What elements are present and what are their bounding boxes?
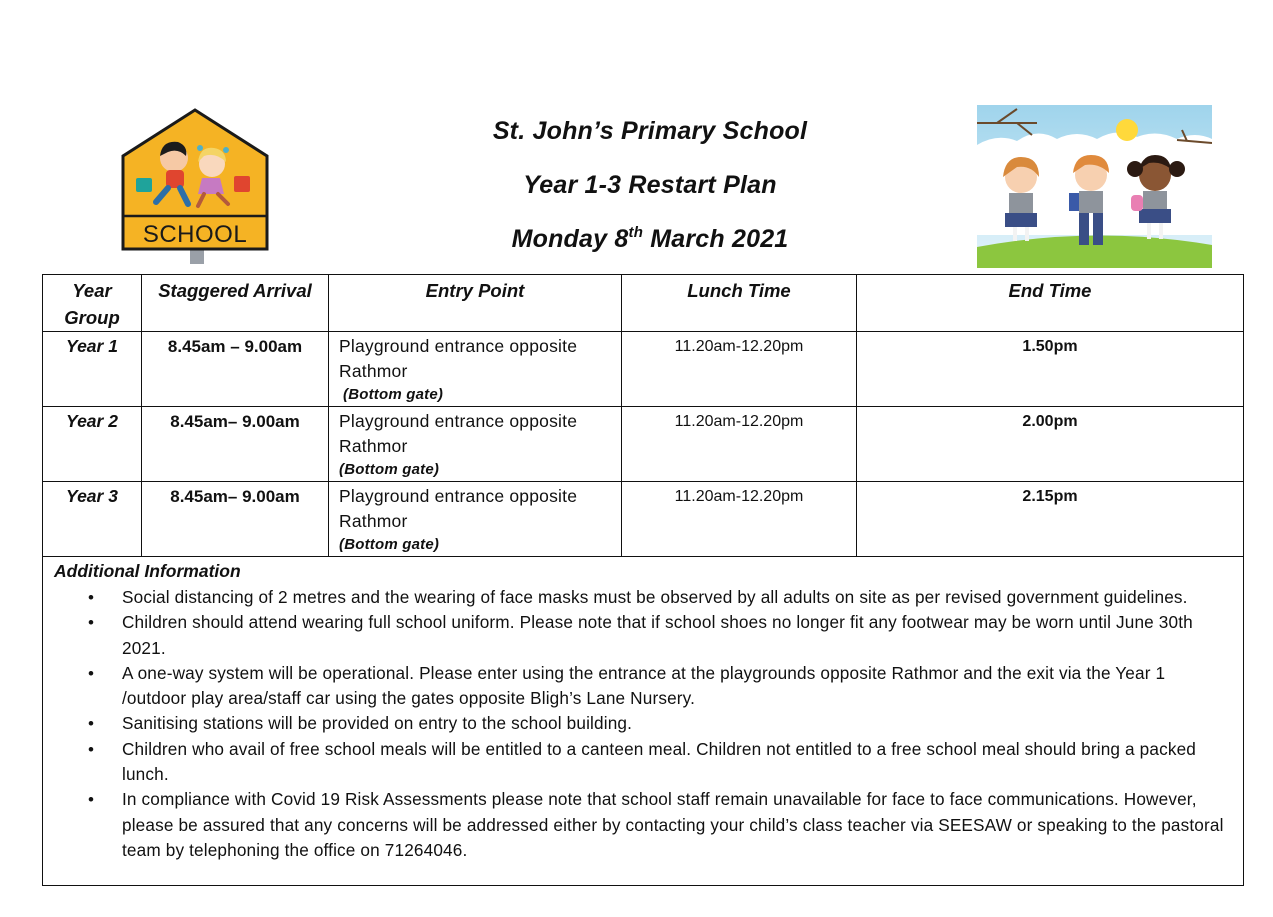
bullet-icon: •	[88, 613, 95, 633]
list-item: • Children who avail of free school meals will be entitled to a canteen meal. Children not entitled to a free school meal should bring a packed lunch.	[88, 738, 1197, 785]
list-item: • Sanitising stations will be provided on entry to the school building.	[54, 711, 1233, 736]
children-illustration	[977, 105, 1212, 268]
document-header	[400, 104, 900, 266]
end-time-cell: 2.00pm	[857, 407, 1244, 482]
arrival-cell: 8.45am– 9.00am	[142, 482, 329, 557]
column-header-staggered-arrival: Staggered Arrival	[142, 275, 329, 332]
arrival-cell: 8.45am – 9.00am	[142, 332, 329, 407]
school-name: St. John’s Primary School	[492, 117, 808, 145]
school-children-illustration	[977, 105, 1212, 268]
year-group-cell: Year 3	[43, 482, 142, 557]
school-sign-icon	[116, 106, 274, 266]
bullet-icon: •	[88, 790, 95, 810]
entry-note: (Bottom gate)	[339, 536, 440, 553]
entry-point-cell: Playground entrance opposite Rathmor (Bottom gate)	[329, 482, 622, 557]
arrival-cell: 8.45am– 9.00am	[142, 407, 329, 482]
entry-point-cell: Playground entrance opposite Rathmor (Bottom gate)	[329, 407, 622, 482]
list-item: • In compliance with Covid 19 Risk Assessments please note that school staff remain unavailable for face to face communications. However, please be assured that any concerns will be addressed either by contacting your child’s class teacher via SEESAW or speaking to the pastoral team by telephoning the office on 71264046.	[88, 789, 1224, 860]
column-header-end-time: End Time	[857, 275, 1244, 332]
school-sign-text: SCHOOL	[142, 221, 248, 248]
plan-title: Year 1-3 Restart Plan	[523, 171, 777, 199]
bullet-icon: •	[88, 663, 95, 683]
table-header-row	[43, 275, 1244, 332]
lunch-time-cell: 11.20am-12.20pm	[622, 332, 857, 407]
table-row	[43, 332, 1244, 407]
end-time-cell: 2.15pm	[857, 482, 1244, 557]
bullet-icon: •	[88, 739, 95, 759]
list-item: • Children should attend wearing full school uniform. Please note that if school shoes no longer fit any footwear may be worn until June 30th 2021.	[88, 612, 1193, 658]
bullet-icon: •	[88, 588, 95, 607]
lunch-time-cell: 11.20am-12.20pm	[622, 482, 857, 557]
column-header-lunch-time: Lunch Time	[622, 275, 857, 332]
additional-info-title: Additional Information	[54, 561, 241, 581]
table-row	[43, 407, 1244, 482]
bullet-icon: •	[88, 714, 95, 734]
column-header-year-group: Year Group	[43, 275, 142, 332]
additional-info-list	[54, 585, 1233, 863]
column-header-entry-point: Entry Point	[329, 275, 622, 332]
entry-note: (Bottom gate)	[339, 461, 440, 478]
entry-note: (Bottom gate)	[343, 386, 444, 403]
plan-date: Monday 8th March 2021	[511, 224, 789, 253]
restart-plan-table	[42, 274, 1244, 886]
year-group-cell: Year 2	[43, 407, 142, 482]
list-item: • Social distancing of 2 metres and the wearing of face masks must be observed by all adults on site as per revised government guidelines.	[54, 585, 1233, 610]
end-time-cell: 1.50pm	[857, 332, 1244, 407]
list-item: • A one-way system will be operational. Please enter using the entrance at the playgrounds opposite Rathmor and the exit via the Year 1 /outdoor play area/staff car using the gates opposite Bligh’s Lane Nursery.	[88, 662, 1166, 709]
school-sign-logo	[116, 106, 274, 266]
lunch-time-cell: 11.20am-12.20pm	[622, 407, 857, 482]
entry-point-cell: Playground entrance opposite Rathmor (Bottom gate)	[329, 332, 622, 407]
additional-info-row	[43, 557, 1244, 886]
additional-info-section	[43, 557, 1244, 886]
table-row	[43, 482, 1244, 557]
year-group-cell: Year 1	[43, 332, 142, 407]
